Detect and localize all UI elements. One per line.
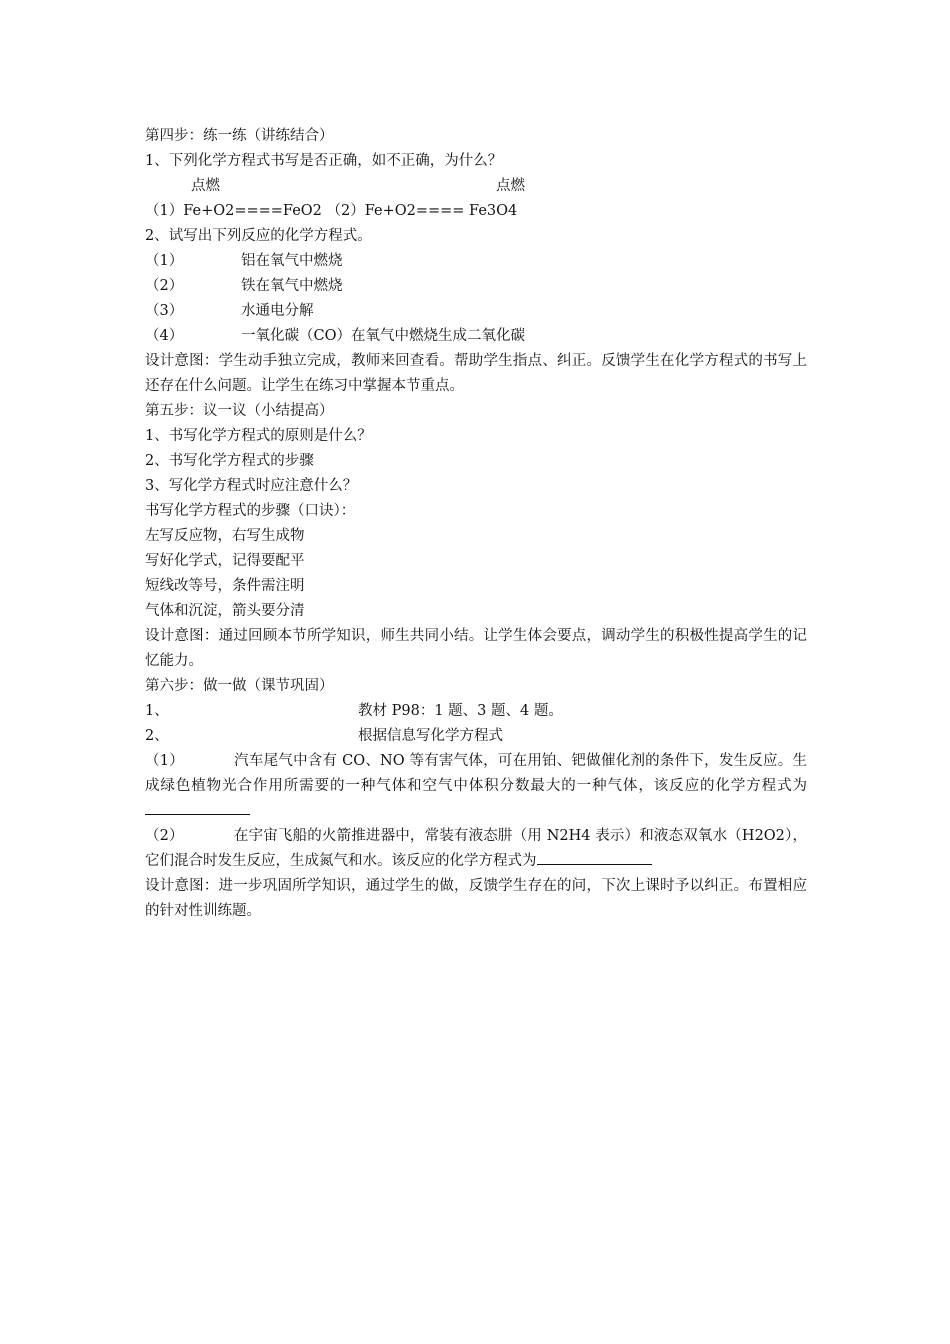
rhyme-title: 书写化学方程式的步骤（口诀）： — [145, 503, 356, 519]
step4-title: 第四步：练一练（讲练结合） — [145, 128, 334, 144]
reaction-condition-1: 点燃 — [191, 178, 220, 194]
step4-question-1: 1、下列化学方程式书写是否正确，如不正确，为什么？ — [145, 153, 503, 169]
step5-design-intent: 设计意图：通过回顾本节所学知识，师生共同小结。让学生体会要点，调动学生的积极性提高学生的记忆能力。 — [145, 628, 807, 669]
step6-title: 第六步：做一做（课节巩固） — [145, 678, 334, 694]
item-text: 铁在氧气中燃烧 — [241, 278, 343, 294]
problem-text: 汽车尾气中含有 CO、NO 等有害气体，可在用铂、钯做催化剂的条件下，发生反应。生成绿色植物光合作用所需要的一种气体和空气中体积分数最大的一种气体，该反应的化学方程式为 — [145, 753, 807, 794]
step5-title: 第五步：议一议（小结提高） — [145, 403, 334, 419]
item-number: 1、 — [145, 703, 169, 719]
reaction-condition-2: 点燃 — [496, 178, 525, 194]
item-text: 铝在氧气中燃烧 — [241, 253, 343, 269]
rhyme-line: 左写反应物，右写生成物 — [145, 528, 305, 544]
rhyme-line: 气体和沉淀，箭头要分清 — [145, 603, 305, 619]
equation-line — [145, 199, 517, 224]
step5-question-3: 3、写化学方程式时应注意什么？ — [145, 478, 358, 494]
step6-design-intent: 设计意图：进一步巩固所学知识，通过学生的做，反馈学生存在的问，下次上课时予以纠正。布置相应的针对性训练题。 — [145, 878, 807, 919]
answer-blank[interactable] — [537, 849, 652, 865]
rhyme-line: 短线改等号，条件需注明 — [145, 578, 305, 594]
item-text: 水通电分解 — [241, 303, 314, 319]
rhyme-line: 写好化学式，记得要配平 — [145, 553, 305, 569]
problem-text: 在宇宙飞船的火箭推进器中，常装有液态肼（用 N2H4 表示）和液态双氧水（H2O2），它们混合时发生反应，生成氮气和水。该反应的化学方程式为 — [145, 828, 807, 869]
item-number: （2） — [145, 278, 184, 294]
step4-design-intent: 设计意图：学生动手独立完成，教师来回查看。帮助学生指点、纠正。反馈学生在化学方程式的书写上还存在什么问题。让学生在练习中掌握本节重点。 — [145, 353, 807, 394]
step4-question-2: 2、试写出下列反应的化学方程式。 — [145, 228, 372, 244]
equation-2: （2）Fe+O2==== Fe3O4 — [326, 203, 518, 219]
step5-question-2: 2、书写化学方程式的步骤 — [145, 453, 314, 469]
problem-2 — [145, 824, 807, 874]
item-number: 2、 — [145, 728, 169, 744]
item-text: 根据信息写化学方程式 — [358, 728, 503, 744]
problem-number: （2） — [145, 828, 184, 844]
problem-1 — [145, 749, 807, 824]
item-number: （1） — [145, 253, 184, 269]
item-text: 一氧化碳（CO）在氧气中燃烧生成二氧化碳 — [241, 328, 525, 344]
item-number: （3） — [145, 303, 184, 319]
answer-blank[interactable] — [145, 799, 250, 815]
problem-number: （1） — [145, 753, 184, 769]
item-text: 教材 P98：1 题、3 题、4 题。 — [358, 703, 563, 719]
step5-question-1: 1、书写化学方程式的原则是什么？ — [145, 428, 372, 444]
item-number: （4） — [145, 328, 184, 344]
equation-1: （1）Fe+O2====FeO2 — [145, 203, 322, 219]
